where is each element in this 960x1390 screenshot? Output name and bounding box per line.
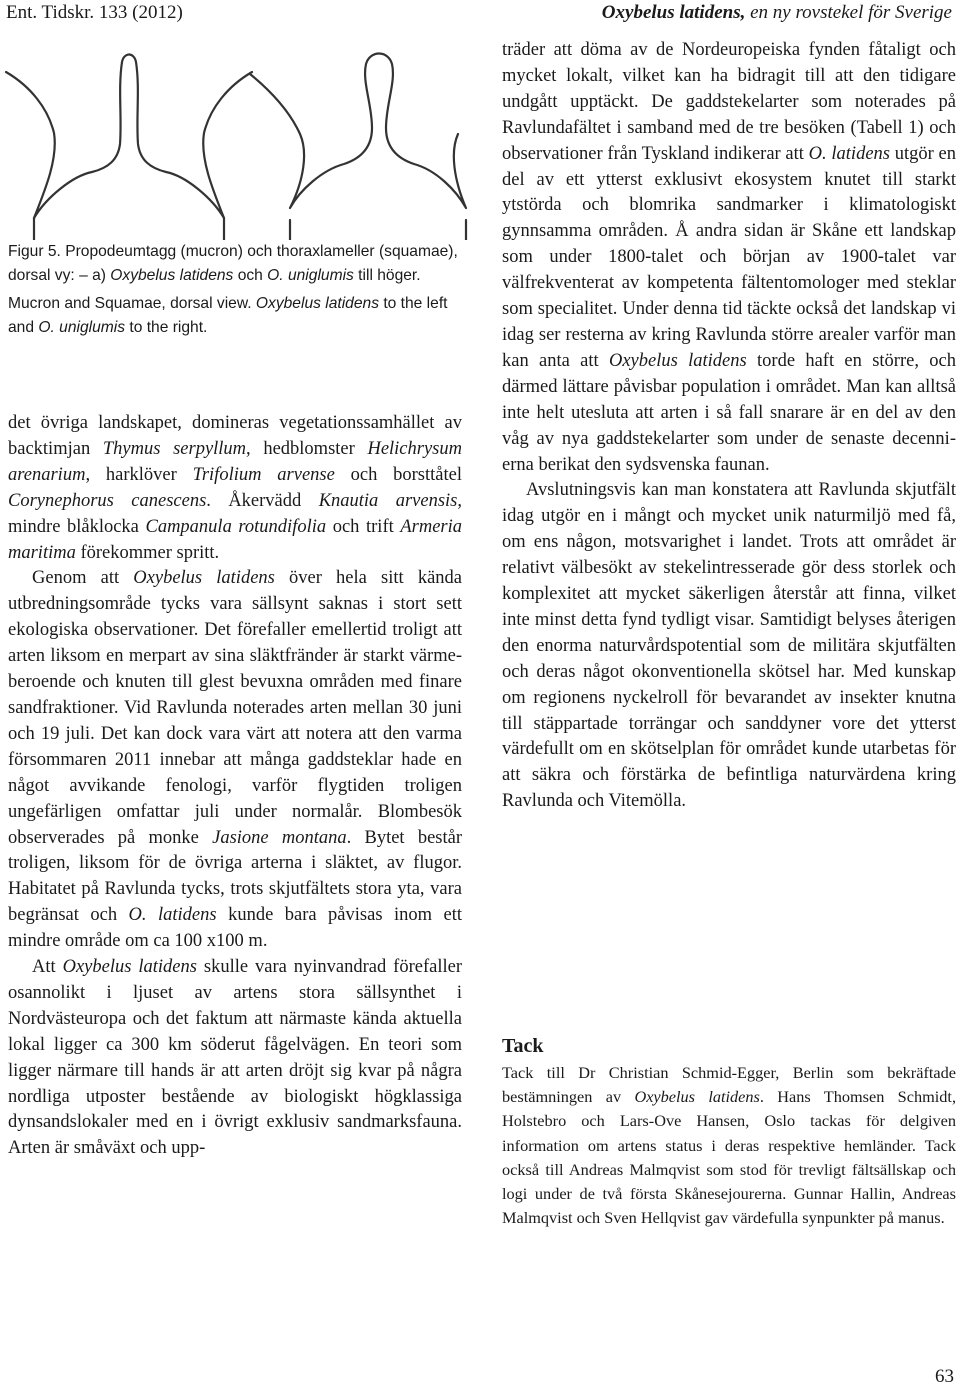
caption-text: till höger. xyxy=(353,266,421,284)
paragraph xyxy=(502,478,956,815)
caption-species: O. uniglumis xyxy=(38,318,126,336)
caption-text: Mucron and Squamae, dorsal view. xyxy=(8,295,256,312)
text: utgör en del av ett ytterst exklusivt ekosystem knutet till starkt ytstörda och blomrika sandmarker i klimatologiskt gynnsamma områden. Å andra sidan är Skåne ett landskap som under 1800-talet och början av 1900-talet var välfrekventerat av kompetenta fältentomologer med steklar som specialitet. Under denna tid täckte också det landskap vi idag ser resterna av kring Ravlunda större arealer varför man kan anta att xyxy=(502,143,956,371)
acknowledgements-heading: Tack xyxy=(502,1035,544,1057)
caption-text: to the left and xyxy=(8,295,448,336)
latidens-left-lamella xyxy=(6,55,252,219)
species-name: Trifolium arvense xyxy=(192,464,335,485)
figure-5-drawing xyxy=(0,30,470,240)
acknowledgements-body xyxy=(502,1061,956,1230)
paragraph xyxy=(8,566,462,955)
text: Genom att xyxy=(32,568,134,589)
right-column xyxy=(502,38,956,815)
species-name: Corynephorus canescens xyxy=(8,490,207,511)
text: över hela sitt kända utbredningsområde tycks vara sällsynt saknas i stort sett ekologiska observationer. Det förefaller emellertid troligt att arten liksom en merpart av sina släktfränder är starkt värmeberoende och knuten till glest bevuxna områden med finare sandfraktioner. Vid Ravlunda noterades arten mellan 30 juni och 19 juli. Det kan dock vara värt att notera att den varma försommaren 2011 innebar att många gaddsteklar hade en något avvikande fenologi, varför flygtiden troligen ungefärligen omfattar juli under normalår. Blombesök observerades på monke xyxy=(8,568,462,848)
species-name: Oxybelus latidens xyxy=(62,957,197,978)
latidens-bottom-edge xyxy=(34,218,224,240)
species-name: Oxybelus latidens xyxy=(634,1087,760,1107)
caption-swedish xyxy=(8,240,468,287)
paragraph xyxy=(502,38,956,478)
species-name: Thymus serpyllum xyxy=(102,438,247,459)
caption-text: to the right. xyxy=(125,318,208,336)
species-name: Campanula rotundifolia xyxy=(145,516,327,537)
text: , hedblomster xyxy=(246,438,368,459)
caption-species: Oxybelus latidens xyxy=(255,295,379,312)
caption-species: O. uniglumis xyxy=(267,266,354,284)
species-name: Oxybelus latidens xyxy=(608,350,747,371)
caption-english xyxy=(8,292,468,339)
caption-text: och xyxy=(233,266,268,284)
species-name: Helichrysum arenarium xyxy=(8,438,462,485)
text: förekommer spritt. xyxy=(75,542,220,563)
left-column xyxy=(8,411,462,1162)
paragraph xyxy=(8,955,462,1162)
text: Tack till Dr Christian Schmid-Egger, Berlin som bekräftade bestämningen av xyxy=(502,1063,956,1107)
running-title-species: Oxybelus latidens, xyxy=(601,2,746,23)
species-name: O. latidens xyxy=(128,905,217,926)
text: Avslutningsvis kan man konstatera att Ravlunda skjutfält idag utgör en i mångt och mycket unik naturmiljö med få, om ens någon, motsvarighet i landet. Trots att området är relativt välbesökt av stekelintresserade gör dess storlek och komplexitet att mycket säkerligen återstår att finna, vilket inte minst detta fynd tydligt visar. Samtidigt belyses återigen den enorma naturvårdspotential som de militära skjutfälten och deras något okonventionella skötsel har. Med kunskap om regionens nyckelroll för bevarandet av insekter knutna till stäppartade torrängar och sanddyner vore det ytterst värdefullt om en skötselplan för området kunde utarbetas för att säkra och förstärka de befintliga naturvärdena kring Ravlunda och Vitemölla. xyxy=(502,480,956,812)
paragraph xyxy=(8,411,462,566)
text: och borsttåtel xyxy=(334,464,462,485)
uniglumis-outline xyxy=(250,54,466,209)
text: kunde bara påvisas inom ett mindre område om ca 100 x100 m. xyxy=(8,905,462,952)
figure-mucron-outline xyxy=(0,30,470,240)
species-name: O. latidens xyxy=(808,143,890,164)
text: . Åkervädd xyxy=(206,490,319,511)
text: och trift xyxy=(326,516,401,537)
uniglumis-bottom-edge xyxy=(290,220,466,240)
text: skulle vara nyinvandrad förefaller osannolikt i ljuset av artens stora sällsynthet i Nordvästeuropa och det faktum att närmaste kända aktuella lokal ligger ca 300 km söderut fågelvägen. En teori som ligger närmare till hands är att arten dröjt sig kvar på några nordliga utposter bestående av biologiskt högklassiga dynsandslokaler med en i övrigt exklusiv sandmarksfauna. Arten är småväxt och upp- xyxy=(8,957,462,1159)
journal-header: Ent. Tidskr. 133 (2012) xyxy=(6,2,183,23)
figure-caption xyxy=(8,240,468,339)
species-name: Jasione montana xyxy=(212,827,347,848)
text: , harklöver xyxy=(85,464,193,485)
species-name: Oxybelus latidens xyxy=(133,568,275,589)
page-number: 63 xyxy=(935,1366,954,1387)
text: Att xyxy=(32,957,63,978)
text: . Hans Thomsen Schmidt, Holstebro och Lars-Ove Hansen, Oslo tackas för delgiven information om artens status i deras respektive hemländer. Tack också till Andreas Malmqvist som stod för trevligt fältsällskap och logi under de två första Skånesejourerna. Gunnar Hallin, Andreas Malmqvist och Sven Hellqvist gav värdefulla synpunkter på manus. xyxy=(502,1087,957,1228)
text: torde haft en större, och därmed lättare påvisbar population i området. Man kan alltså inte helt utesluta att arten i så fall snarare är en del av den våg av nya gaddstekelarter som under de senaste decennierna berikat den sydsvenska faunan. xyxy=(502,350,956,475)
text: träder att döma av de Nordeuropeiska fynden fåtaligt och mycket lokalt, vilket kan ha bidragit till att den tidigare undgått upptäckt. De gaddstekelarter som noterades på Ravlundafältet i samband med de tre besöken (Tabell 1) och observationer från Tyskland indikerar att xyxy=(502,40,956,164)
running-title xyxy=(602,2,952,24)
text: . Bytet består troligen, liksom för de övriga arterna i släktet, av flugor. Habitatet på Ravlunda tycks, trots skjutfältets stora yta, vara begränsat och xyxy=(8,827,462,926)
species-name: Knautia arvensis xyxy=(318,490,458,511)
caption-text: Figur 5. Propodeumtagg (mucron) och thoraxlameller (squamae), dorsal vy: – a) xyxy=(8,243,458,284)
text: , mindre blåklocka xyxy=(8,490,463,537)
running-title-subtitle: en ny rovstekel för Sverige xyxy=(745,2,952,23)
paragraph xyxy=(502,1061,956,1230)
species-name: Armeria maritima xyxy=(8,516,462,563)
text: det övriga landskapet, domineras vegetationssamhället av backtimjan xyxy=(8,413,462,459)
caption-species: Oxybelus latidens xyxy=(110,266,234,284)
